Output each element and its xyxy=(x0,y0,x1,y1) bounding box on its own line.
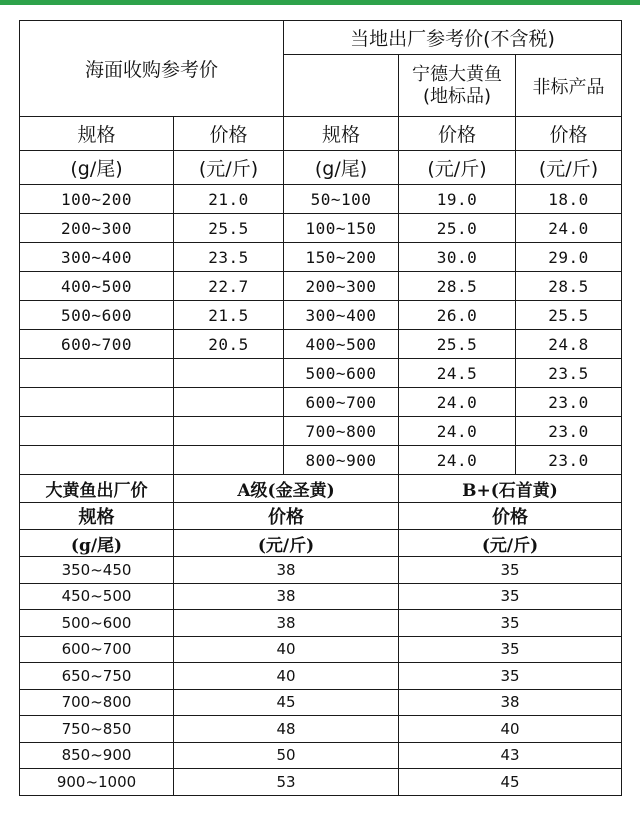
sea-spec-cell xyxy=(20,359,174,388)
local-spec-cell: 150~200 xyxy=(284,243,399,272)
local-spec-cell: 800~900 xyxy=(284,446,399,475)
sea-spec-cell: 500~600 xyxy=(20,301,174,330)
local-spec-cell: 100~150 xyxy=(284,214,399,243)
grade-bplus-price-cell: 35 xyxy=(399,583,622,610)
table-row xyxy=(20,185,622,214)
grade-bplus-price-cell: 35 xyxy=(399,557,622,584)
table-row xyxy=(20,446,622,475)
sea-spec-unit: (g/尾) xyxy=(20,151,174,185)
factory-title: 大黄鱼出厂价 xyxy=(20,475,174,503)
ningde-price-cell: 26.0 xyxy=(399,301,516,330)
grade-a-price-cell: 38 xyxy=(174,583,399,610)
sea-spec-cell: 200~300 xyxy=(20,214,174,243)
sea-spec-cell: 600~700 xyxy=(20,330,174,359)
ningde-price-cell: 30.0 xyxy=(399,243,516,272)
sea-price-cell: 20.5 xyxy=(174,330,284,359)
nonstd-price-cell: 23.0 xyxy=(516,388,622,417)
nonstd-price-cell: 25.5 xyxy=(516,301,622,330)
sea-spec-cell xyxy=(20,446,174,475)
table-row xyxy=(20,214,622,243)
table-row xyxy=(20,272,622,301)
grade-a-price-cell: 50 xyxy=(174,742,399,769)
table-row xyxy=(20,359,622,388)
ningde-price-cell: 25.0 xyxy=(399,214,516,243)
local-spec-cell: 600~700 xyxy=(284,388,399,417)
local-spec-label: 规格 xyxy=(284,117,399,151)
table-row xyxy=(20,769,622,796)
factory-a-price-label: 价格 xyxy=(174,503,399,530)
local-spec-cell: 300~400 xyxy=(284,301,399,330)
factory-spec-cell: 450~500 xyxy=(20,583,174,610)
sea-price-cell: 25.5 xyxy=(174,214,284,243)
grade-a-price-cell: 40 xyxy=(174,636,399,663)
grade-a-price-cell: 45 xyxy=(174,689,399,716)
table-row xyxy=(20,663,622,690)
sea-price-cell xyxy=(174,359,284,388)
nonstd-price-cell: 23.0 xyxy=(516,417,622,446)
factory-price-table xyxy=(19,474,622,796)
local-spec-cell: 500~600 xyxy=(284,359,399,388)
sea-spec-cell xyxy=(20,417,174,446)
local-spec-cell: 50~100 xyxy=(284,185,399,214)
factory-spec-cell: 600~700 xyxy=(20,636,174,663)
sea-price-label: 价格 xyxy=(174,117,284,151)
ningde-price-cell: 24.0 xyxy=(399,388,516,417)
local-spec-blank-header xyxy=(284,55,399,117)
grade-a-price-cell: 38 xyxy=(174,610,399,637)
sea-spec-cell: 300~400 xyxy=(20,243,174,272)
sea-spec-cell: 400~500 xyxy=(20,272,174,301)
grade-bplus-price-cell: 38 xyxy=(399,689,622,716)
sea-spec-cell xyxy=(20,388,174,417)
grade-bplus-price-cell: 35 xyxy=(399,636,622,663)
factory-b-price-label: 价格 xyxy=(399,503,622,530)
grade-a-price-cell: 48 xyxy=(174,716,399,743)
factory-spec-cell: 850~900 xyxy=(20,742,174,769)
grade-a-price-cell: 53 xyxy=(174,769,399,796)
nonstd-price-cell: 29.0 xyxy=(516,243,622,272)
table-row xyxy=(20,330,622,359)
sea-purchase-header: 海面收购参考价 xyxy=(20,21,284,117)
local-spec-cell: 700~800 xyxy=(284,417,399,446)
price-sheet xyxy=(19,20,622,796)
factory-spec-cell: 650~750 xyxy=(20,663,174,690)
purchase-price-table xyxy=(19,20,622,475)
factory-spec-label: 规格 xyxy=(20,503,174,530)
table-row xyxy=(20,301,622,330)
table-row xyxy=(20,716,622,743)
ningde-price-label: 价格 xyxy=(399,117,516,151)
ningde-header xyxy=(399,55,516,117)
sea-price-cell: 21.0 xyxy=(174,185,284,214)
table-row xyxy=(20,689,622,716)
table-row xyxy=(20,388,622,417)
sea-price-cell: 22.7 xyxy=(174,272,284,301)
factory-spec-cell: 350~450 xyxy=(20,557,174,584)
local-spec-cell: 200~300 xyxy=(284,272,399,301)
table-row xyxy=(20,583,622,610)
nonstd-price-unit: (元/斤) xyxy=(516,151,622,185)
sea-price-cell: 21.5 xyxy=(174,301,284,330)
ningde-price-cell: 28.5 xyxy=(399,272,516,301)
sea-price-unit: (元/斤) xyxy=(174,151,284,185)
ningde-header-line1: 宁德大黄鱼 xyxy=(412,63,502,85)
factory-spec-cell: 500~600 xyxy=(20,610,174,637)
factory-a-price-unit: (元/斤) xyxy=(174,530,399,557)
grade-bplus-price-cell: 45 xyxy=(399,769,622,796)
nonstd-price-cell: 28.5 xyxy=(516,272,622,301)
table-row xyxy=(20,417,622,446)
ningde-price-cell: 24.0 xyxy=(399,446,516,475)
table-row xyxy=(20,636,622,663)
local-spec-cell: 400~500 xyxy=(284,330,399,359)
nonstd-price-label: 价格 xyxy=(516,117,622,151)
grade-a-price-cell: 38 xyxy=(174,557,399,584)
ningde-header-line2: (地标品) xyxy=(422,85,492,107)
sea-price-cell: 23.5 xyxy=(174,243,284,272)
factory-spec-cell: 750~850 xyxy=(20,716,174,743)
factory-spec-cell: 700~800 xyxy=(20,689,174,716)
nonstd-price-cell: 23.0 xyxy=(516,446,622,475)
nonstd-price-cell: 23.5 xyxy=(516,359,622,388)
top-accent-bar xyxy=(0,0,640,5)
grade-bplus-price-cell: 35 xyxy=(399,610,622,637)
grade-a-price-cell: 40 xyxy=(174,663,399,690)
sea-price-cell xyxy=(174,388,284,417)
grade-bplus-price-cell: 43 xyxy=(399,742,622,769)
sea-spec-label: 规格 xyxy=(20,117,174,151)
table-row xyxy=(20,610,622,637)
table-row xyxy=(20,243,622,272)
grade-a-header: A级(金圣黄) xyxy=(174,475,399,503)
local-spec-unit: (g/尾) xyxy=(284,151,399,185)
nonstd-price-cell: 24.8 xyxy=(516,330,622,359)
grade-bplus-price-cell: 40 xyxy=(399,716,622,743)
factory-spec-unit: (g/尾) xyxy=(20,530,174,557)
sea-price-cell xyxy=(174,446,284,475)
table-row xyxy=(20,557,622,584)
nonstandard-header: 非标产品 xyxy=(516,55,622,117)
grade-bplus-header: B+(石首黄) xyxy=(399,475,622,503)
table-row xyxy=(20,742,622,769)
ningde-price-cell: 24.5 xyxy=(399,359,516,388)
local-factory-header: 当地出厂参考价(不含税) xyxy=(284,21,622,55)
nonstd-price-cell: 24.0 xyxy=(516,214,622,243)
ningde-price-cell: 24.0 xyxy=(399,417,516,446)
sea-spec-cell: 100~200 xyxy=(20,185,174,214)
factory-b-price-unit: (元/斤) xyxy=(399,530,622,557)
ningde-price-unit: (元/斤) xyxy=(399,151,516,185)
factory-spec-cell: 900~1000 xyxy=(20,769,174,796)
ningde-price-cell: 19.0 xyxy=(399,185,516,214)
ningde-price-cell: 25.5 xyxy=(399,330,516,359)
grade-bplus-price-cell: 35 xyxy=(399,663,622,690)
sea-price-cell xyxy=(174,417,284,446)
nonstd-price-cell: 18.0 xyxy=(516,185,622,214)
